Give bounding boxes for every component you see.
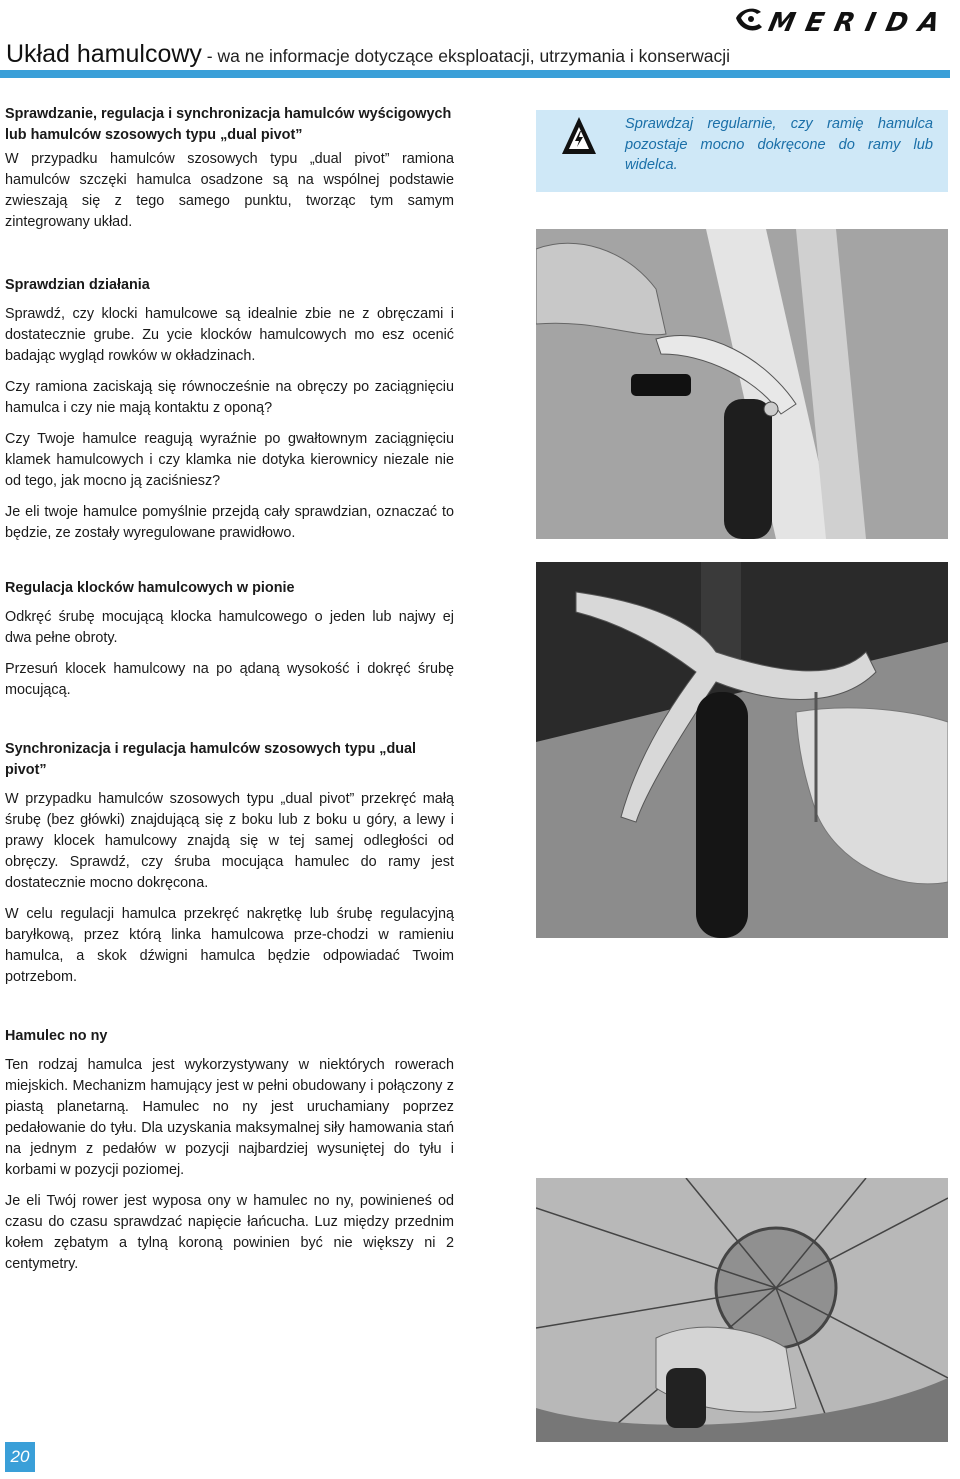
section-heading: Sprawdzanie, regulacja i synchronizacja hamulców wyścigowych lub hamulców szosowych typu „dual pivot” bbox=[5, 106, 452, 143]
section-heading: Regulacja klocków hamulcowych w pionie bbox=[5, 580, 295, 596]
paragraph: Ten rodzaj hamulca jest wykorzystywany w niektórych rowerach miejskich. Mechanizm hamujący jest w pełni obudowany i połączony z piastą planetarną. Hamulec no ny jest uruchamiany poprzez pedałowanie do tyłu. Dla uzyskania maksymalnej siły hamowania stań na jednym z pedałów w pozycji najbardziej wysuniętej do tyłu i korbami w pozycji poziomej. bbox=[5, 1057, 454, 1178]
section-dual-pivot bbox=[5, 104, 454, 233]
photo-coaster-brake bbox=[536, 1178, 948, 1442]
page-title bbox=[6, 40, 730, 69]
warning-text: Sprawdzaj regularnie, czy ramię hamulca pozostaje mocno dokręcone do ramy lub widelca. bbox=[625, 116, 933, 173]
photo-brake-adjust bbox=[536, 562, 948, 938]
section-sync bbox=[5, 739, 454, 988]
paragraph: Czy Twoje hamulce reagują wyraźnie po gwałtownym zaciągnięciu klamek hamulcowych i czy klamka nie dotyka kierownicy niezale nie od tego, jak mocno ją zaciśniesz? bbox=[5, 431, 454, 489]
section-heading: Sprawdzian działania bbox=[5, 277, 150, 293]
paragraph: Czy ramiona zaciskają się równocześnie na obręczy po zaciągnięciu hamulca i czy nie mają kontaktu z oponą? bbox=[5, 379, 454, 416]
paragraph: Je eli Twój rower jest wyposa ony w hamulec no ny, powinieneś od czasu do czasu sprawdzać napięcie łańcucha. Luz między przednim kołem zębatym a tylną koroną powinien być nie większy ni 2 centymetry. bbox=[5, 1193, 454, 1272]
paragraph: Przesuń klocek hamulcowy na po ądaną wysokość i dokręć śrubę mocującą. bbox=[5, 661, 454, 698]
paragraph: Je eli twoje hamulce pomyślnie przejdą cały sprawdzian, oznaczać to będzie, ze zostały wyregulowane prawidłowo. bbox=[5, 504, 454, 541]
page-number: 20 bbox=[5, 1442, 35, 1472]
section-heading: Synchronizacja i regulacja hamulców szosowych typu „dual pivot” bbox=[5, 741, 417, 778]
title-main: Układ hamulcowy bbox=[6, 40, 202, 68]
section-vertical bbox=[5, 578, 454, 701]
warning-box bbox=[536, 110, 948, 192]
section-coaster bbox=[5, 1026, 454, 1275]
header-rule bbox=[0, 70, 950, 78]
merida-logo bbox=[733, 4, 949, 38]
title-subtitle: - wa ne informacje dotyczące eksploatacji, utrzymania i konserwacji bbox=[201, 46, 731, 66]
paragraph: Odkręć śrubę mocującą klocka hamulcowego o jeden lub najwy ej dwa pełne obroty. bbox=[5, 609, 454, 646]
paragraph: W przypadku hamulców szosowych typu „dual pivot” przekręć małą śrubę (bez główki) znajdującą się z boku lub z boku u góry, a lewy i prawy klocek hamulcowy znajdą się w tej samej odległości od obręczy. Sprawdź, czy śruba mocująca hamulec do ramy jest dostatecznie mocno dokręcona. bbox=[5, 791, 454, 891]
section-test bbox=[5, 275, 454, 544]
paragraph: Sprawdź, czy klocki hamulcowe są idealnie zbie ne z obręczami i dostatecznie grube. Zu ycie klocków hamulcowych mo esz ocenić badając wygląd rowków w okładzinach. bbox=[5, 306, 454, 364]
photo-brake-check bbox=[536, 229, 948, 539]
svg-text:MERIDA: MERIDA bbox=[765, 8, 943, 38]
section-heading: Hamulec no ny bbox=[5, 1028, 108, 1044]
warning-triangle-icon bbox=[560, 114, 598, 160]
paragraph: W celu regulacji hamulca przekręć nakrętkę lub śrubę regulacyjną baryłkową, przez którą linka hamulcowa prze-chodzi w ramieniu hamulca, a skok dźwigni hamulca będzie odpowiadać Twoim potrzebom. bbox=[5, 906, 454, 985]
paragraph: W przypadku hamulców szosowych typu „dual pivot” ramiona hamulców szczęki hamulca osadzone są na wspólnej podstawie zwieszają się z tego samego punktu, tworząc tym samym zintegrowany układ. bbox=[5, 151, 454, 230]
